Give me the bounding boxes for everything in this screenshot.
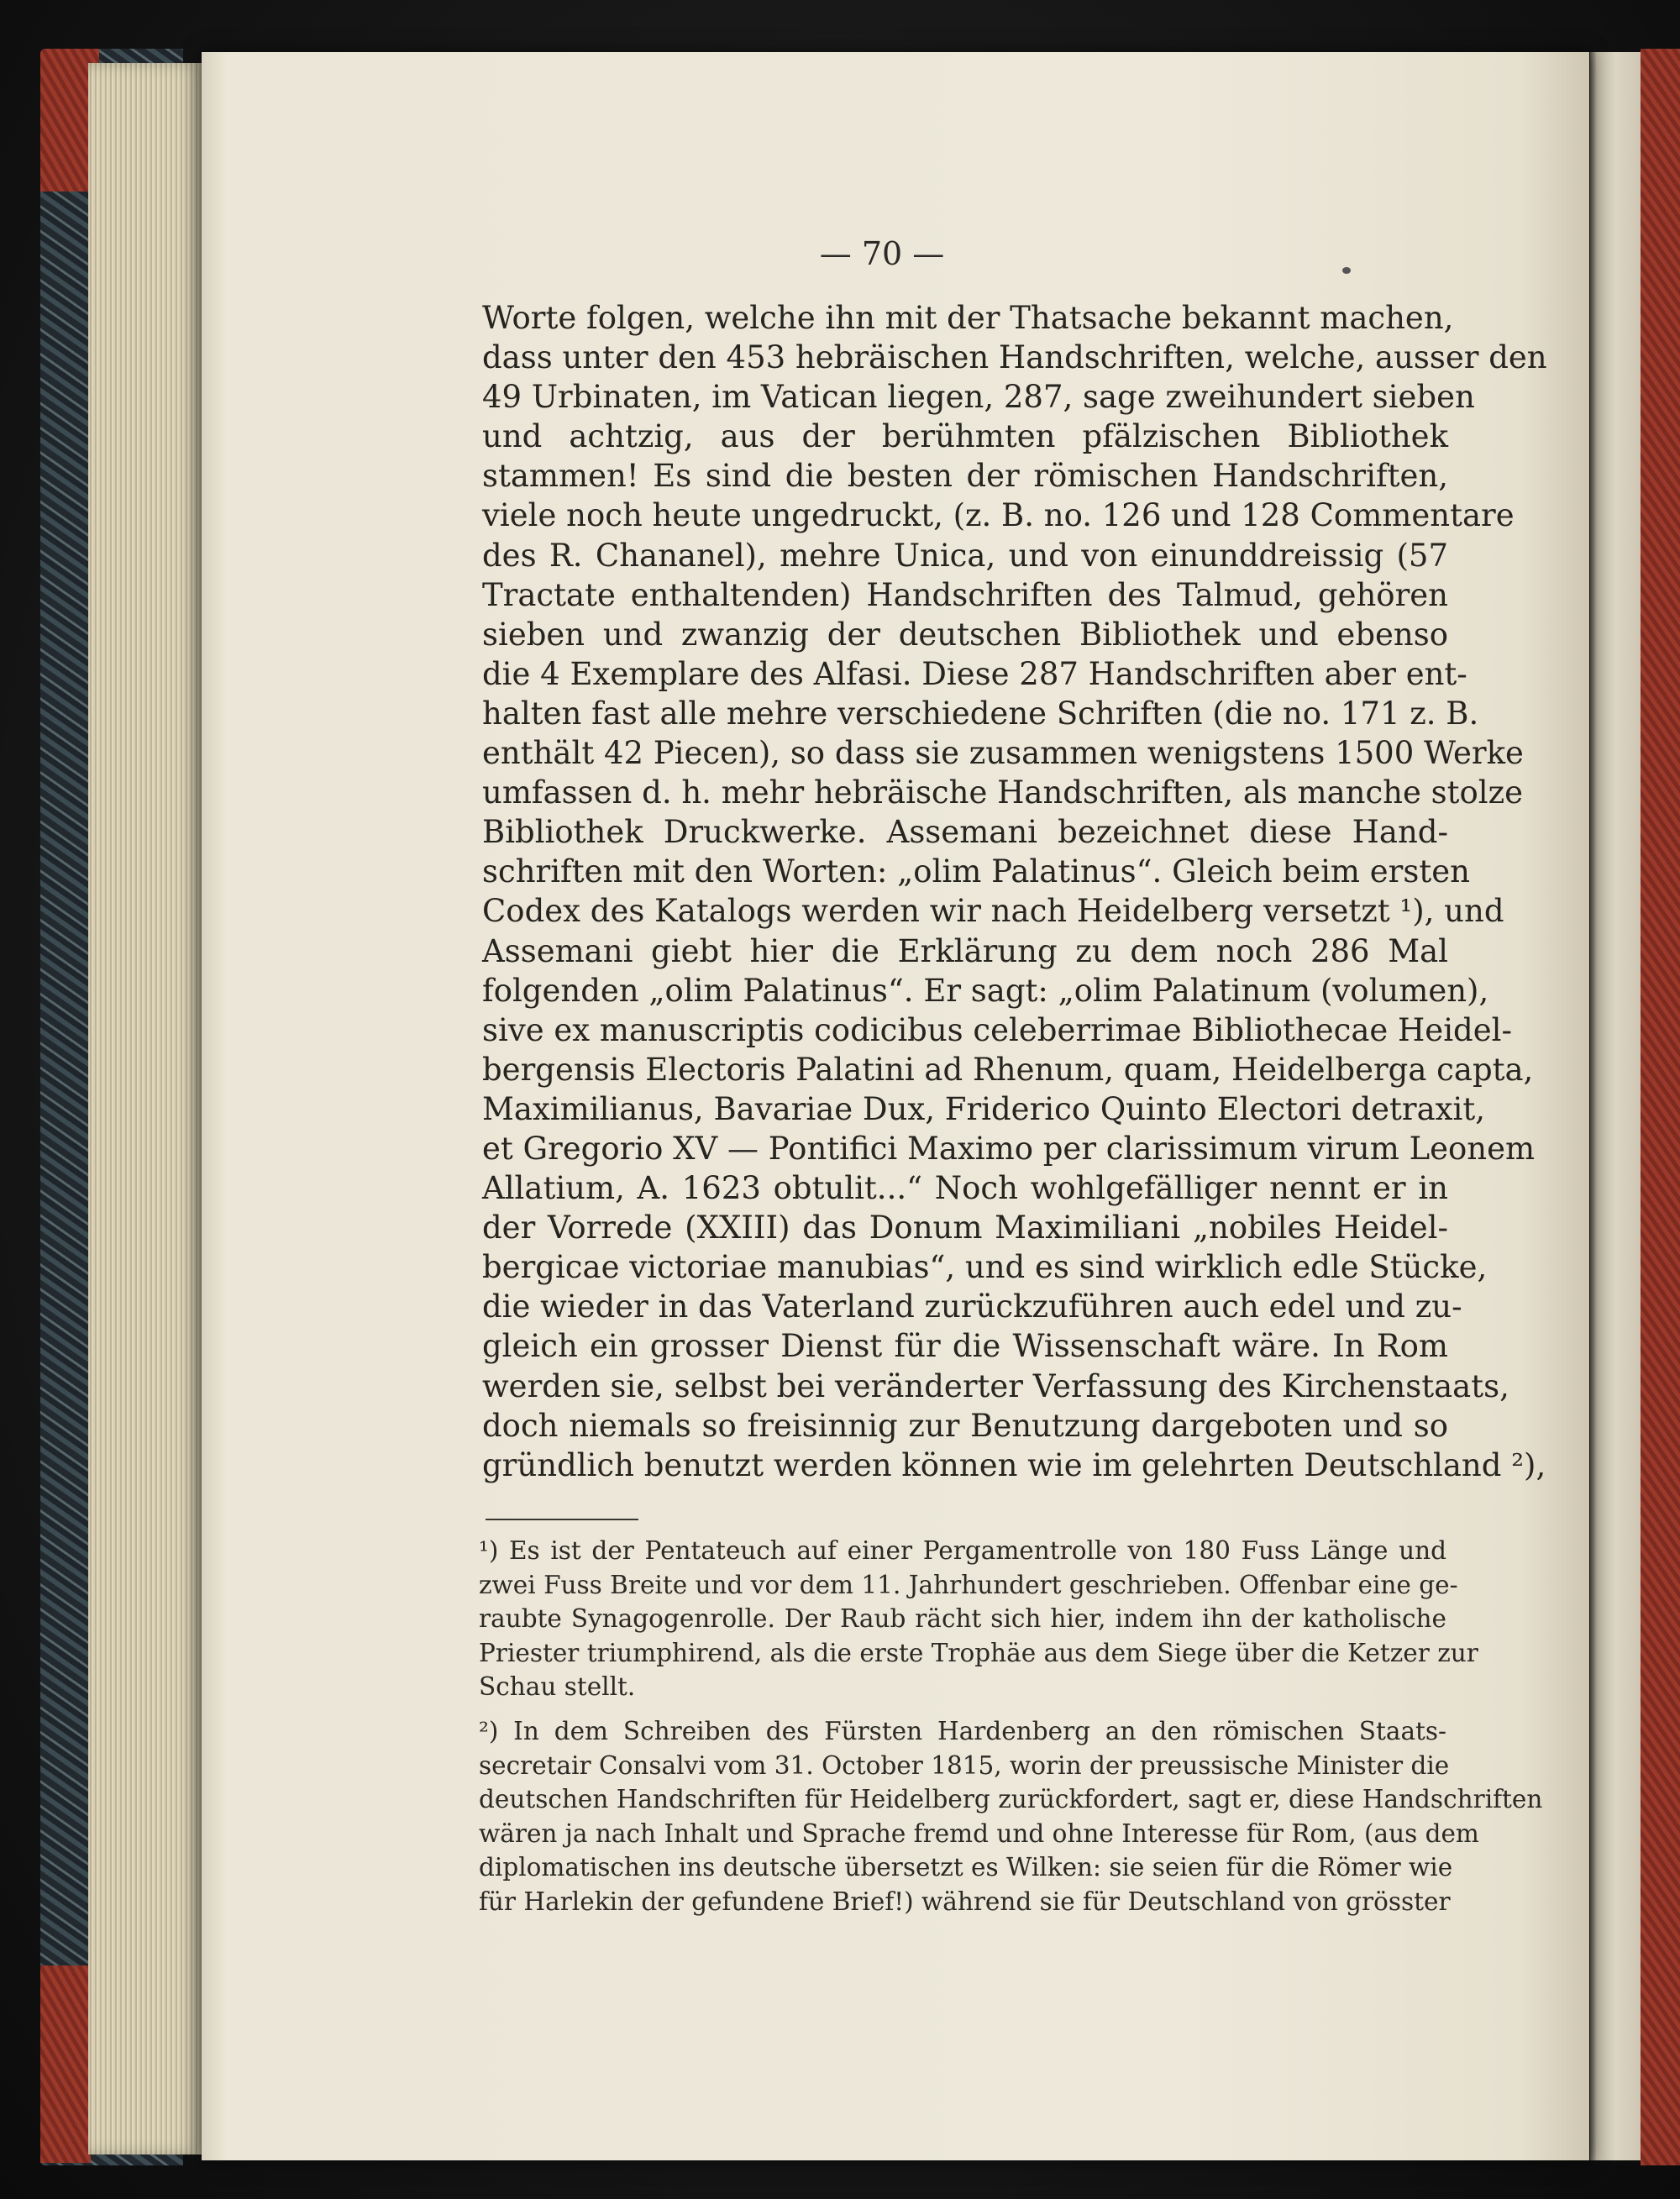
- body-text-line: gleich ein grosser Dienst für die Wissenschaft wäre. In Rom: [482, 1328, 1448, 1365]
- body-text-line: Assemani giebt hier die Erklärung zu dem noch 286 Mal: [482, 932, 1448, 969]
- footnote-line: Schau stellt.: [479, 1672, 636, 1702]
- main-text-block: [482, 298, 1547, 1485]
- body-text-line: et Gregorio XV — Pontifici Maximo per clarissimum virum Leonem: [482, 1130, 1536, 1167]
- body-text-line: sive ex manuscriptis codicibus celeberrimae Bibliothecae Heidel-: [482, 1011, 1512, 1048]
- page-stack-edges: [88, 63, 202, 2154]
- book-cover-right: [1641, 49, 1680, 2165]
- body-text-line: dass unter den 453 hebräischen Handschriften, welche, ausser den: [482, 339, 1547, 376]
- page-number: — 70 —: [819, 235, 945, 272]
- body-text-line: doch niemals so freisinnig zur Benutzung dargeboten und so: [482, 1407, 1448, 1444]
- footnote-line: raubte Synagogenrolle. Der Raub rächt sich hier, indem ihn der katholische: [479, 1604, 1446, 1634]
- body-text-line: des R. Chananel), mehre Unica, und von einunddreissig (57: [482, 537, 1448, 574]
- body-text-line: umfassen d. h. mehr hebräische Handschriften, als manche stolze: [482, 774, 1524, 811]
- body-text-line: Worte folgen, welche ihn mit der Thatsache bekannt machen,: [482, 300, 1454, 336]
- footnote-line: ²) In dem Schreiben des Fürsten Hardenberg an den römischen Staats-: [479, 1716, 1446, 1745]
- book-cover-corner-bottom: [40, 1965, 91, 2163]
- footnote-line: ¹) Es ist der Pentateuch auf einer Pergamentrolle von 180 Fuss Länge und: [479, 1536, 1446, 1565]
- body-text-line: Codex des Katalogs werden wir nach Heidelberg versetzt ¹), und: [482, 893, 1504, 930]
- body-text-line: Allatium, A. 1623 obtulit...“ Noch wohlgefälliger nennt er in: [482, 1170, 1448, 1207]
- body-text-line: die 4 Exemplare des Alfasi. Diese 287 Handschriften aber ent-: [482, 655, 1467, 692]
- ink-smudge: [1342, 267, 1351, 274]
- body-text-line: gründlich benutzt werden können wie im gelehrten Deutschland ²),: [482, 1446, 1546, 1483]
- body-text-line: halten fast alle mehre verschiedene Schriften (die no. 171 z. B.: [482, 695, 1479, 732]
- body-text-line: bergicae victoriae manubias“, und es sind wirklich edle Stücke,: [482, 1249, 1488, 1286]
- body-text-line: Bibliothek Druckwerke. Assemani bezeichnet diese Hand-: [482, 814, 1448, 851]
- footnote-line: secretair Consalvi vom 31. October 1815, worin der preussische Minister die: [479, 1750, 1450, 1780]
- body-text-line: die wieder in das Vaterland zurückzuführen auch edel und zu-: [482, 1288, 1462, 1325]
- body-text-line: der Vorrede (XXIII) das Donum Maximiliani „nobiles Heidel-: [482, 1210, 1448, 1246]
- footnote-line: Priester triumphirend, als die erste Trophäe aus dem Siege über die Ketzer zur: [479, 1638, 1478, 1667]
- body-text-line: bergensis Electoris Palatini ad Rhenum, quam, Heidelberga capta,: [482, 1051, 1534, 1088]
- body-text-line: folgenden „olim Palatinus“. Er sagt: „olim Palatinum (volumen),: [482, 972, 1489, 1009]
- footnote-separator: [486, 1519, 638, 1520]
- body-text-line: schriften mit den Worten: „olim Palatinus“. Gleich beim ersten: [482, 853, 1470, 890]
- body-text-line: Tractate enthaltenden) Handschriften des Talmud, gehören: [482, 576, 1448, 613]
- footnote-line: deutschen Handschriften für Heidelberg zurückfordert, sagt er, diese Handschriften: [479, 1785, 1543, 1814]
- footnote-gap: [479, 1704, 1446, 1714]
- footnote-line: für Harlekin der gefundene Brief!) während sie für Deutschland von grösster: [479, 1887, 1451, 1916]
- footnote-line: wären ja nach Inhalt und Sprache fremd und ohne Interesse für Rom, (aus dem: [479, 1819, 1479, 1848]
- footnote-line: diplomatischen ins deutsche übersetzt es Wilken: sie seien für die Römer wie: [479, 1853, 1453, 1882]
- body-text-line: stammen! Es sind die besten der römischen Handschriften,: [482, 458, 1448, 495]
- body-text-line: viele noch heute ungedruckt, (z. B. no. 126 und 128 Commentare: [482, 497, 1515, 534]
- body-text-line: 49 Urbinaten, im Vatican liegen, 287, sage zweihundert sieben: [482, 379, 1475, 416]
- footnotes-block: [479, 1534, 1543, 1919]
- body-text-line: enthält 42 Piecen), so dass sie zusammen wenigstens 1500 Werke: [482, 735, 1524, 772]
- facing-page-edge: [1590, 52, 1641, 2160]
- body-text-line: sieben und zwanzig der deutschen Bibliothek und ebenso: [482, 616, 1448, 653]
- body-text-line: werden sie, selbst bei veränderter Verfassung des Kirchenstaats,: [482, 1367, 1509, 1404]
- footnote-line: zwei Fuss Breite und vor dem 11. Jahrhundert geschrieben. Offenbar eine ge-: [479, 1570, 1458, 1599]
- body-text-line: und achtzig, aus der berühmten pfälzischen Bibliothek: [482, 418, 1448, 455]
- body-text-line: Maximilianus, Bavariae Dux, Friderico Quinto Electori detraxit,: [482, 1090, 1485, 1127]
